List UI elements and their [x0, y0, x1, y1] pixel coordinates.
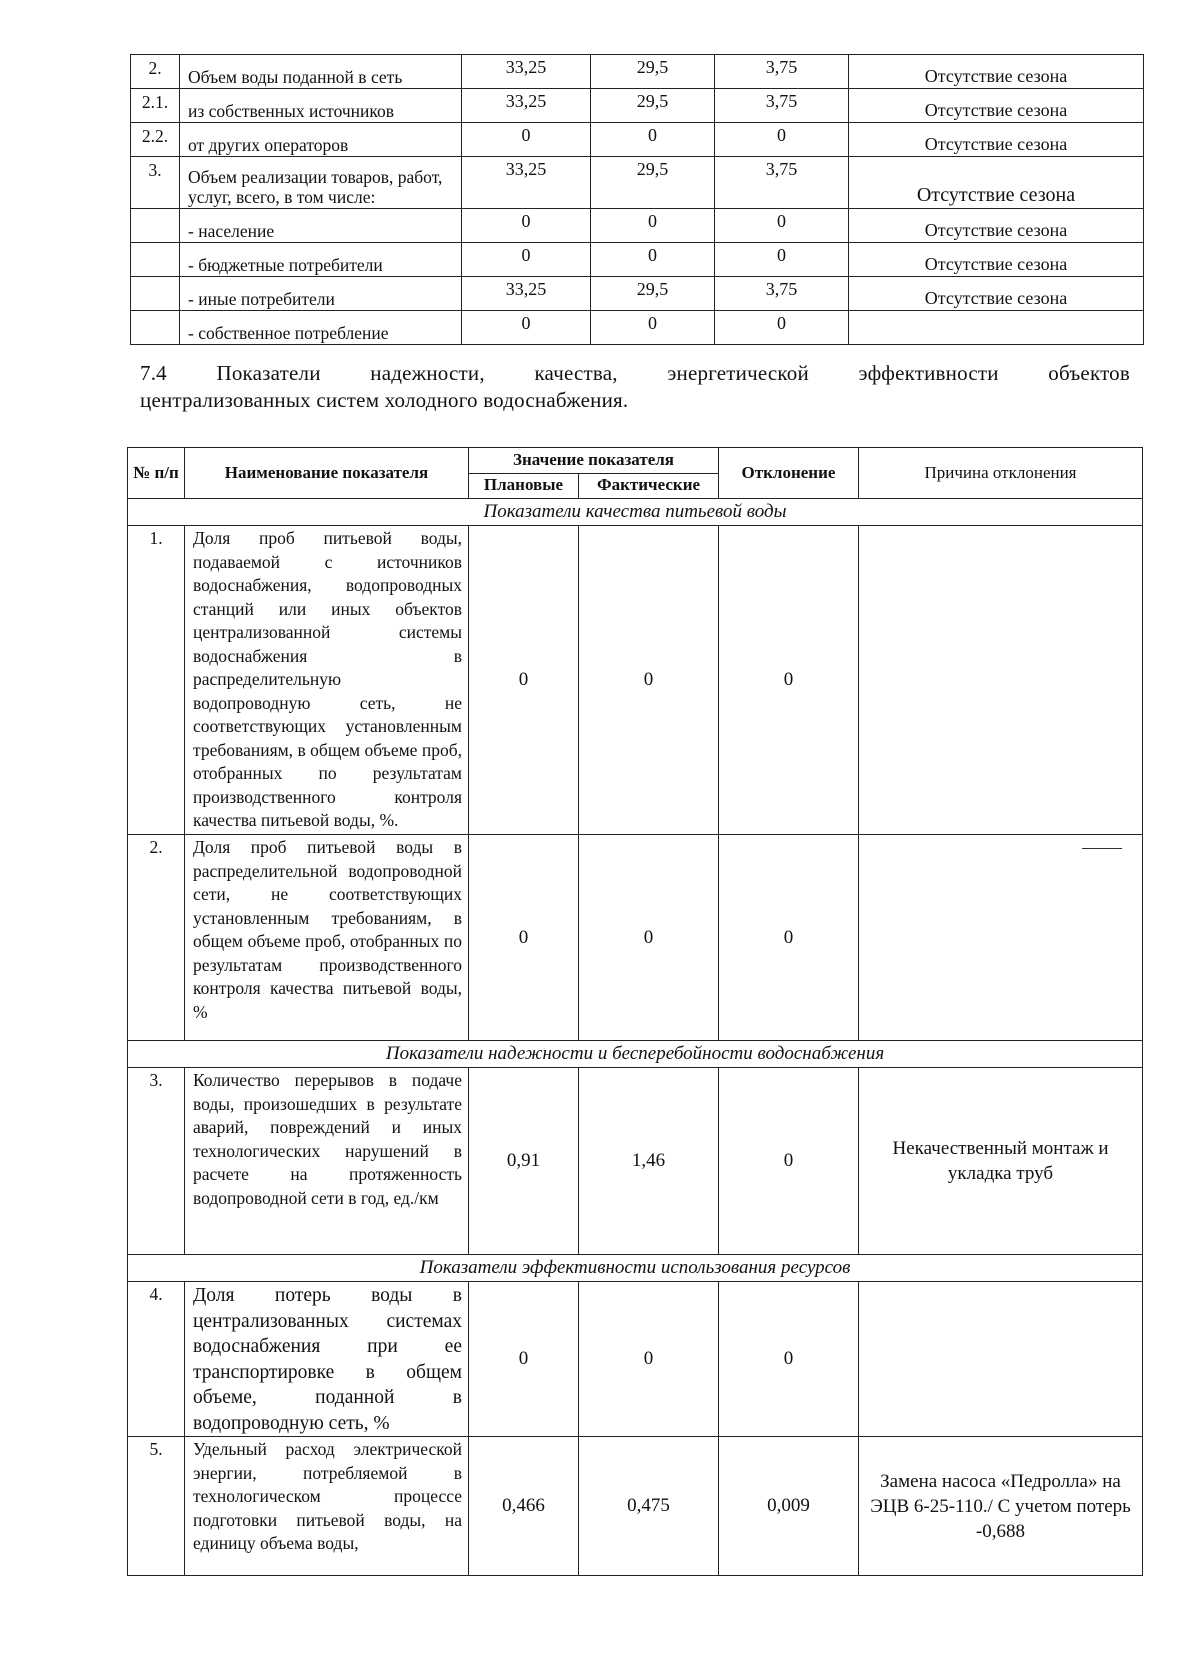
heading-word: эффективности [858, 361, 999, 385]
row-number: 1. [128, 526, 185, 835]
section-heading-line-2: централизованных систем холодного водоснабжения. [140, 388, 629, 412]
deviation-reason: Некачественный монтаж и укладка труб [859, 1068, 1143, 1255]
fact-value: 0,475 [579, 1437, 719, 1576]
plan-value: 0 [462, 311, 591, 345]
deviation-reason: Отсутствие сезона [849, 55, 1144, 89]
section-heading-line-1 [140, 360, 1130, 387]
deviation-reason: Отсутствие сезона [849, 157, 1144, 209]
row-number: 2.2. [131, 123, 180, 157]
section-row [128, 1255, 1143, 1282]
fact-value: 1,46 [579, 1068, 719, 1255]
deviation-value: 0,009 [719, 1437, 859, 1576]
row-name: - собственное потребление [180, 311, 462, 345]
row-name: - иные потребители [180, 277, 462, 311]
row-number: 5. [128, 1437, 185, 1576]
plan-value: 0 [469, 526, 579, 835]
row-number [131, 277, 180, 311]
table-row [131, 157, 1144, 209]
deviation-reason [849, 311, 1144, 345]
fact-value: 0 [579, 1282, 719, 1437]
row-number [131, 209, 180, 243]
plan-value: 0 [469, 1282, 579, 1437]
fact-value: 0 [591, 243, 715, 277]
row-number [131, 243, 180, 277]
row-name: Доля проб питьевой воды, подаваемой с источников водоснабжения, водопроводных станций или иных объектов централизованной системы водоснабжения в распределительную водопроводную сеть, не соответствующих установленным требованиям, в общем объеме проб, отобранных по результатам производственного контроля качества питьевой воды, %. [185, 526, 469, 835]
deviation-reason [859, 526, 1143, 835]
row-number: 3. [128, 1068, 185, 1255]
row-name: - население [180, 209, 462, 243]
fact-value: 29,5 [591, 277, 715, 311]
deviation-value: 0 [719, 1068, 859, 1255]
deviation-value: 3,75 [715, 277, 849, 311]
row-name: - бюджетные потребители [180, 243, 462, 277]
table-row [131, 55, 1144, 89]
table-row [131, 89, 1144, 123]
deviation-value: 0 [715, 123, 849, 157]
row-name: Объем воды поданной в сеть [180, 55, 462, 89]
plan-value: 0,466 [469, 1437, 579, 1576]
header-fact: Фактические [579, 473, 719, 499]
table-row [131, 209, 1144, 243]
deviation-reason: Отсутствие сезона [849, 277, 1144, 311]
plan-value: 33,25 [462, 55, 591, 89]
table-row [128, 526, 1143, 835]
row-name: Доля проб питьевой воды в распределительной водопроводной сети, не соответствующих установленным требованиям, в общем объеме проб, отобранных по результатам производственного контроля качества питьевой воды, % [185, 835, 469, 1041]
row-name: из собственных источников [180, 89, 462, 123]
header-reason: Причина отклонения [859, 448, 1143, 499]
table-row [131, 277, 1144, 311]
fact-value: 29,5 [591, 55, 715, 89]
deviation-value: 3,75 [715, 55, 849, 89]
plan-value: 0 [462, 243, 591, 277]
deviation-reason [859, 835, 1143, 1041]
header-name: Наименование показателя [185, 448, 469, 499]
plan-value: 33,25 [462, 89, 591, 123]
deviation-value: 3,75 [715, 89, 849, 123]
row-number: 4. [128, 1282, 185, 1437]
section-title: Показатели надежности и бесперебойности водоснабжения [128, 1041, 1143, 1068]
header-value: Значение показателя [469, 448, 719, 474]
deviation-reason: Отсутствие сезона [849, 123, 1144, 157]
heading-word: объектов [1048, 361, 1130, 385]
fact-value: 0 [591, 123, 715, 157]
fact-value: 0 [591, 209, 715, 243]
heading-word: Показатели [216, 361, 321, 385]
row-name: Количество перерывов в подаче воды, произошедших в результате аварий, повреждений и иных технологических нарушений в расчете на протяженность водопроводной сети в год, ед./км [185, 1068, 469, 1255]
header-row [128, 448, 1143, 474]
fact-value: 0 [579, 835, 719, 1041]
deviation-value: 0 [719, 835, 859, 1041]
plan-value: 0,91 [469, 1068, 579, 1255]
row-name: Объем реализации товаров, работ, услуг, всего, в том числе: [180, 157, 462, 209]
table-row [128, 1068, 1143, 1255]
deviation-value: 0 [719, 1282, 859, 1437]
header-plan: Плановые [469, 473, 579, 499]
heading-word: качества, [534, 361, 618, 385]
section-row [128, 1041, 1143, 1068]
indicators-table [127, 447, 1143, 1576]
row-name: от других операторов [180, 123, 462, 157]
row-number: 2. [131, 55, 180, 89]
scan-artifact-line [1082, 848, 1122, 849]
header-num: № п/п [128, 448, 185, 499]
deviation-value: 0 [715, 311, 849, 345]
deviation-value: 0 [719, 526, 859, 835]
fact-value: 0 [579, 526, 719, 835]
section-heading [140, 360, 1130, 414]
table-row [128, 1282, 1143, 1437]
deviation-value: 0 [715, 243, 849, 277]
row-number: 3. [131, 157, 180, 209]
table-row [131, 123, 1144, 157]
plan-value: 0 [462, 123, 591, 157]
header-deviation: Отклонение [719, 448, 859, 499]
deviation-reason: Отсутствие сезона [849, 243, 1144, 277]
row-name: Доля потерь воды в централизованных системах водоснабжения при ее транспортировке в общем объеме, поданной в водопроводную сеть, % [185, 1282, 469, 1437]
plan-value: 33,25 [462, 157, 591, 209]
deviation-reason: Отсутствие сезона [849, 209, 1144, 243]
deviation-value: 3,75 [715, 157, 849, 209]
heading-word: энергетической [667, 361, 809, 385]
section-title: Показатели качества питьевой воды [128, 499, 1143, 526]
row-name: Удельный расход электрической энергии, потребляемой в технологическом процессе подготовки питьевой воды, на единицу объема воды, [185, 1437, 469, 1576]
plan-value: 0 [462, 209, 591, 243]
volume-table [130, 54, 1144, 345]
plan-value: 33,25 [462, 277, 591, 311]
fact-value: 0 [591, 311, 715, 345]
deviation-reason: Отсутствие сезона [849, 89, 1144, 123]
deviation-reason [859, 1282, 1143, 1437]
row-number [131, 311, 180, 345]
fact-value: 29,5 [591, 89, 715, 123]
row-number: 2.1. [131, 89, 180, 123]
section-title: Показатели эффективности использования ресурсов [128, 1255, 1143, 1282]
deviation-value: 0 [715, 209, 849, 243]
deviation-reason: Замена насоса «Педролла» на ЭЦВ 6-25-110./ С учетом потерь -0,688 [859, 1437, 1143, 1576]
section-row [128, 499, 1143, 526]
section-number: 7.4 [140, 361, 167, 385]
fact-value: 29,5 [591, 157, 715, 209]
heading-word: надежности, [370, 361, 485, 385]
table-row [128, 1437, 1143, 1576]
table-row [131, 311, 1144, 345]
table-row [128, 835, 1143, 1041]
table-row [131, 243, 1144, 277]
row-number: 2. [128, 835, 185, 1041]
plan-value: 0 [469, 835, 579, 1041]
